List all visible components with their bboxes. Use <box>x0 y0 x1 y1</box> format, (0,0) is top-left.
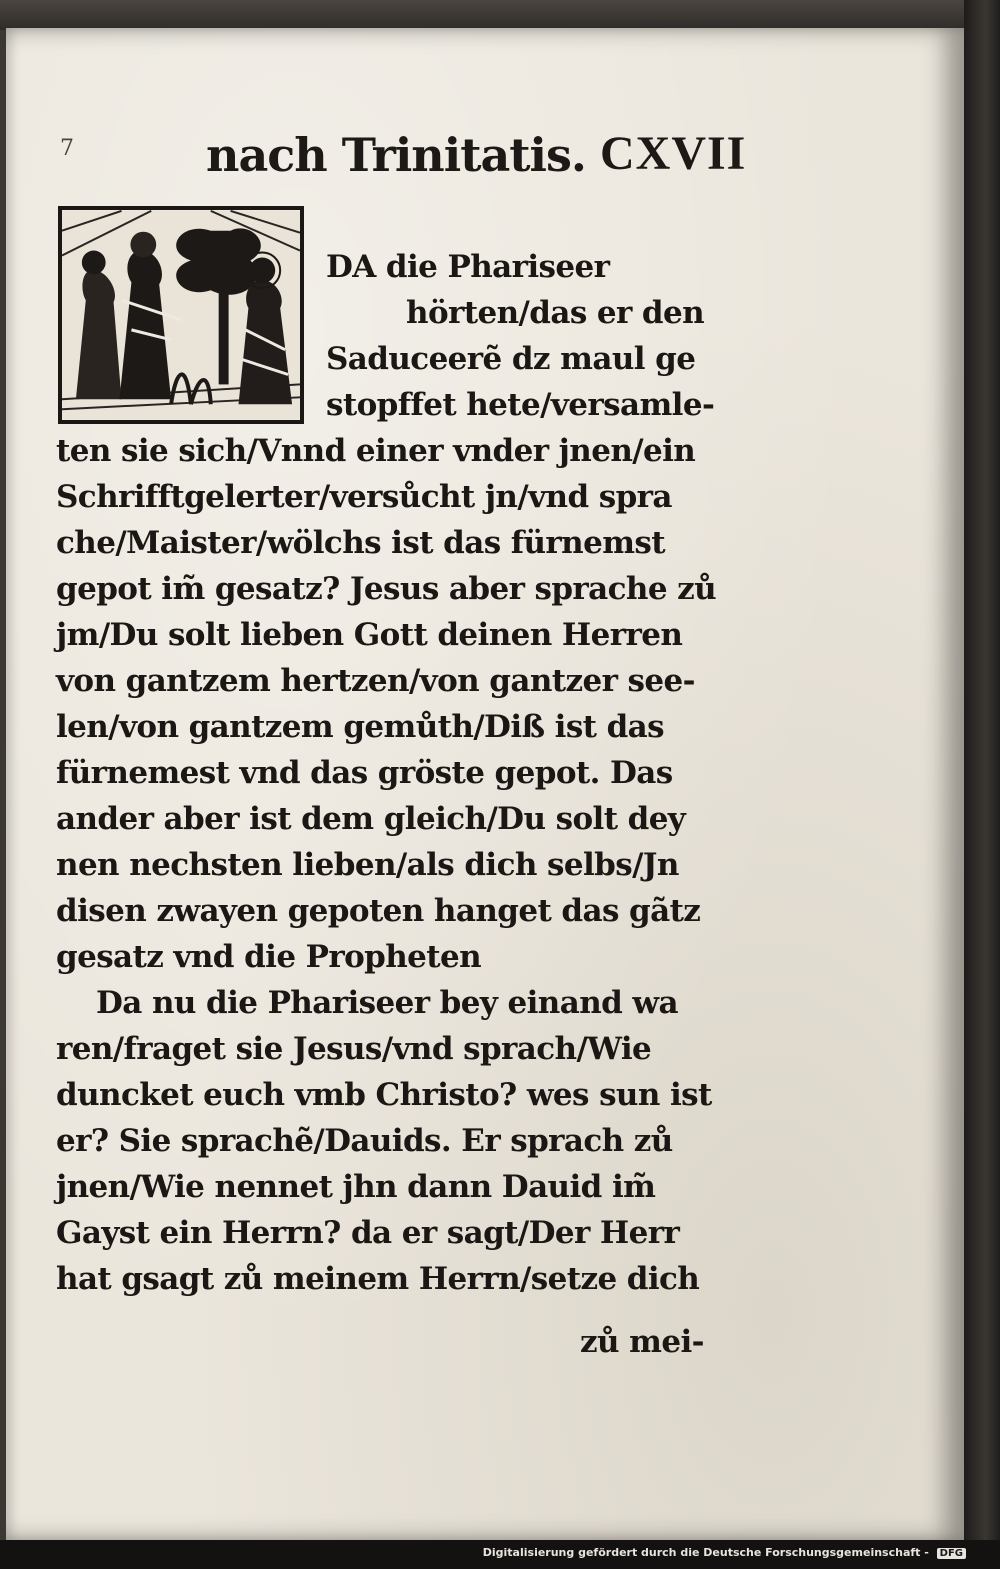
funding-text: Digitalisierung gefördert durch die Deutsche Forschungsgemeinschaft - <box>482 1546 929 1559</box>
text-line-content: ren/fraget sie Jesus/vnd sprach/Wie <box>56 1031 652 1067</box>
text-line-12 <box>56 750 673 796</box>
text-line-8 <box>56 566 716 612</box>
text-line-content: jnen/Wie nennet jhn dann Dauid im̃ <box>56 1169 656 1205</box>
text-line-9 <box>56 612 682 658</box>
text-line-content: disen zwayen gepoten hanget das gãtz <box>56 893 701 929</box>
text-line-content: duncket euch vmb Christo? wes sun ist <box>56 1077 712 1113</box>
text-line-content: hat gsagt zů meinem Herrn/setze dich <box>56 1261 700 1297</box>
text-line-21 <box>56 1164 655 1210</box>
text-line-content: hörten/das er den <box>406 295 705 331</box>
text-line-content: che/Maister/wölchs ist das fürnemst <box>56 525 665 561</box>
text-line-11 <box>56 704 664 750</box>
text-line-content: jm/Du solt lieben Gott deinen Herren <box>56 617 683 653</box>
running-head: nach Trinitatis. <box>206 128 586 182</box>
text-line-1 <box>326 244 736 290</box>
text-line-4 <box>326 382 736 428</box>
text-line-5 <box>56 428 695 474</box>
text-line-15 <box>56 888 700 934</box>
text-line-18 <box>56 1026 651 1072</box>
text-line-content: stopffet hete/versamle- <box>326 387 715 423</box>
text-line-content: Schrifftgelerter/versůcht jn/vnd spra <box>56 479 672 515</box>
page-header <box>0 118 1000 188</box>
woodcut-initial-illustration <box>58 206 304 424</box>
text-line-content: Gayst ein Herrn? da er sagt/Der Herr <box>56 1215 680 1251</box>
dfg-logo: DFG <box>937 1548 966 1559</box>
funding-note <box>483 1546 966 1559</box>
catchword: zů mei- <box>580 1324 704 1360</box>
text-line-16 <box>56 934 481 980</box>
text-line-23 <box>56 1256 699 1302</box>
text-line-22 <box>56 1210 679 1256</box>
text-line-14 <box>56 842 679 888</box>
text-line-7 <box>56 520 665 566</box>
text-line-13 <box>56 796 685 842</box>
text-line-content: ander aber ist dem gleich/Du solt dey <box>56 801 686 837</box>
text-line-content: von gantzem hertzen/von gantzer see- <box>56 663 695 699</box>
text-line-10 <box>56 658 695 704</box>
text-line-3 <box>326 336 736 382</box>
text-line-content: gesatz vnd die Propheten <box>56 939 482 975</box>
text-line-content: ten sie sich/Vnnd einer vnder jnen/ein <box>56 433 696 469</box>
text-line-content: Da nu die Phariseer bey einand wa <box>96 985 678 1021</box>
text-line-20 <box>56 1118 673 1164</box>
text-line-content: DA die Phariseer <box>326 249 610 285</box>
scan-background-top <box>0 0 1000 30</box>
text-line-content: gepot im̃ gesatz? Jesus aber sprache zů <box>56 571 717 607</box>
folio-number: CXVII <box>600 127 747 180</box>
text-line-17 <box>96 980 678 1026</box>
woodcut-image <box>62 210 300 420</box>
book-gutter-edge <box>964 0 1000 1569</box>
text-line-content: len/von gantzem gemůth/Diß ist das <box>56 709 665 745</box>
text-line-content: er? Sie sprachẽ/Dauids. Er sprach zů <box>56 1123 673 1159</box>
text-line-content: fürnemest vnd das gröste gepot. Das <box>56 755 673 791</box>
text-line-2 <box>406 290 736 336</box>
text-line-content: nen nechsten lieben/als dich selbs/Jn <box>56 847 679 883</box>
text-line-content: Saduceerẽ dz maul ge <box>326 341 696 377</box>
corner-mark: 7 <box>60 136 74 161</box>
text-line-6 <box>56 474 672 520</box>
text-line-19 <box>56 1072 712 1118</box>
